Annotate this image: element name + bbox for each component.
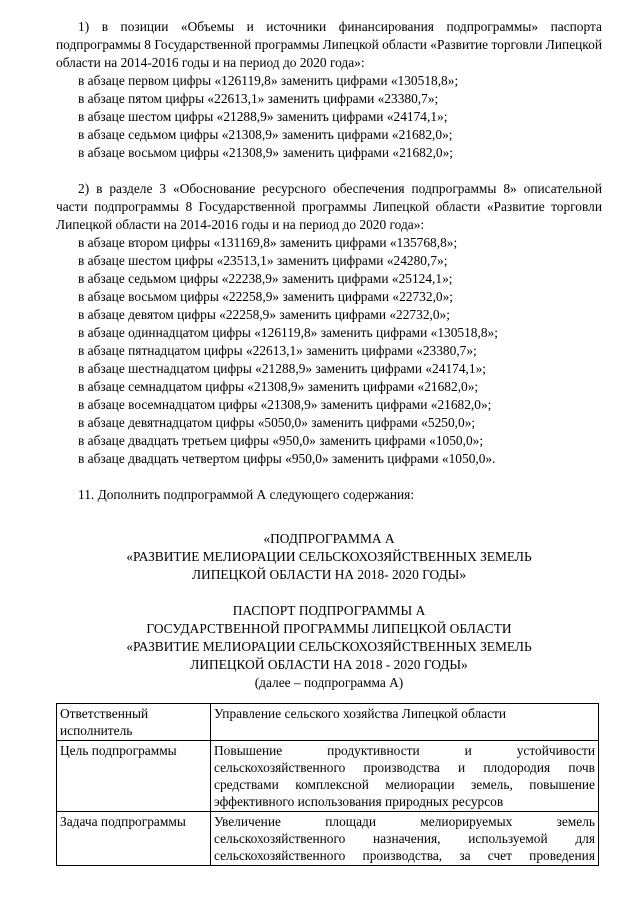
table-row [57, 812, 599, 866]
spacer [56, 504, 602, 530]
section1-item: в абзаце пятом цифры «22613,1» заменить цифрами «23380,7»; [78, 91, 439, 106]
table-row [57, 741, 599, 812]
subprogram-heading-line: «ПОДПРОГРАММА А [263, 531, 395, 546]
section1-item: в абзаце шестом цифры «21288,9» заменить цифрами «24174,1»; [78, 109, 448, 124]
section2-item: в абзаце девятнадцатом цифры «5050,0» заменить цифрами «5250,0»; [78, 415, 476, 430]
section1-item: в абзаце первом цифры «126119,8» заменить цифрами «130518,8»; [78, 73, 459, 88]
section2-item: в абзаце пятнадцатом цифры «22613,1» заменить цифрами «23380,7»; [78, 343, 477, 358]
subprogram-heading [56, 530, 602, 584]
passport-heading [56, 602, 602, 692]
table-cell-value: Управление сельского хозяйства Липецкой области [211, 704, 599, 741]
section2-item: в абзаце семнадцатом цифры «21308,9» заменить цифрами «21682,0»; [78, 379, 479, 394]
section2-item: в абзаце шестнадцатом цифры «21288,9» заменить цифрами «24174,1»; [78, 361, 486, 376]
section2-item: в абзаце седьмом цифры «22238,9» заменить цифрами «25124,1»; [78, 271, 453, 286]
section2-item: в абзаце двадцать третьем цифры «950,0» заменить цифрами «1050,0»; [78, 433, 484, 448]
section1-intro: 1) в позиции «Объемы и источники финансирования подпрограммы» паспорта подпрограммы 8 Государственной программы Липецкой области «Развитие торговли Липецкой области на 2014-2016 годы и на период до 2020 года»: [56, 19, 602, 70]
table-cell-label: Ответственный исполнитель [57, 704, 211, 741]
passport-heading-line: ГОСУДАРСТВЕННОЙ ПРОГРАММЫ ЛИПЕЦКОЙ ОБЛАСТИ [146, 621, 512, 636]
spacer [56, 468, 602, 486]
table-cell-value: Повышение продуктивности и устойчивости сельскохозяйственного производства и плодородия почв средствами комплексной мелиорации земель, повышение эффективного использования природных ресурсов [211, 741, 599, 812]
passport-heading-line: (далее – подпрограмма А) [254, 675, 404, 690]
spacer [56, 162, 602, 180]
subprogram-heading-line: ЛИПЕЦКОЙ ОБЛАСТИ НА 2018- 2020 ГОДЫ» [191, 567, 467, 582]
table-row [57, 704, 599, 741]
table-cell-label: Цель подпрограммы [57, 741, 211, 812]
section2-item: в абзаце восьмом цифры «22258,9» заменить цифрами «22732,0»; [78, 289, 454, 304]
passport-heading-line: «РАЗВИТИЕ МЕЛИОРАЦИИ СЕЛЬСКОХОЗЯЙСТВЕННЫХ ЗЕМЕЛЬ [126, 639, 532, 654]
section1-item: в абзаце восьмом цифры «21308,9» заменить цифрами «21682,0»; [78, 145, 454, 160]
passport-heading-line: ЛИПЕЦКОЙ ОБЛАСТИ НА 2018 - 2020 ГОДЫ» [190, 657, 468, 672]
section2-item: в абзаце шестом цифры «23513,1» заменить цифрами «24280,7»; [78, 253, 448, 268]
passport-table [56, 703, 599, 866]
section2-item: в абзаце одиннадцатом цифры «126119,8» заменить цифрами «130518,8»; [78, 325, 498, 340]
item-11-text: 11. Дополнить подпрограммой А следующего содержания: [78, 487, 415, 502]
spacer [56, 584, 602, 602]
section2-item: в абзаце девятом цифры «22258,9» заменить цифрами «22732,0»; [78, 307, 450, 322]
document-page [56, 18, 602, 866]
subprogram-heading-line: «РАЗВИТИЕ МЕЛИОРАЦИИ СЕЛЬСКОХОЗЯЙСТВЕННЫХ ЗЕМЕЛЬ [126, 549, 532, 564]
section2-intro: 2) в разделе 3 «Обоснование ресурсного обеспечения подпрограммы 8» описательной части подпрограммы 8 Государственной программы Липецкой области «Развитие торговли Липецкой области на 2014-2016 годы и на период до 2020 года»: [56, 181, 602, 232]
passport-heading-line: ПАСПОРТ ПОДПРОГРАММЫ А [232, 603, 426, 618]
section2-item: в абзаце восемнадцатом цифры «21308,9» заменить цифрами «21682,0»; [78, 397, 492, 412]
table-cell-label: Задача подпрограммы [57, 812, 211, 866]
section2-item: в абзаце двадцать четвертом цифры «950,0» заменить цифрами «1050,0». [78, 451, 496, 466]
section1-item: в абзаце седьмом цифры «21308,9» заменить цифрами «21682,0»; [78, 127, 453, 142]
section2-item: в абзаце втором цифры «131169,8» заменить цифрами «135768,8»; [78, 235, 458, 250]
table-cell-value: Увеличение площади мелиорируемых земель сельскохозяйственного назначения, используемой для сельскохозяйственного производства, за счет проведения [211, 812, 599, 866]
